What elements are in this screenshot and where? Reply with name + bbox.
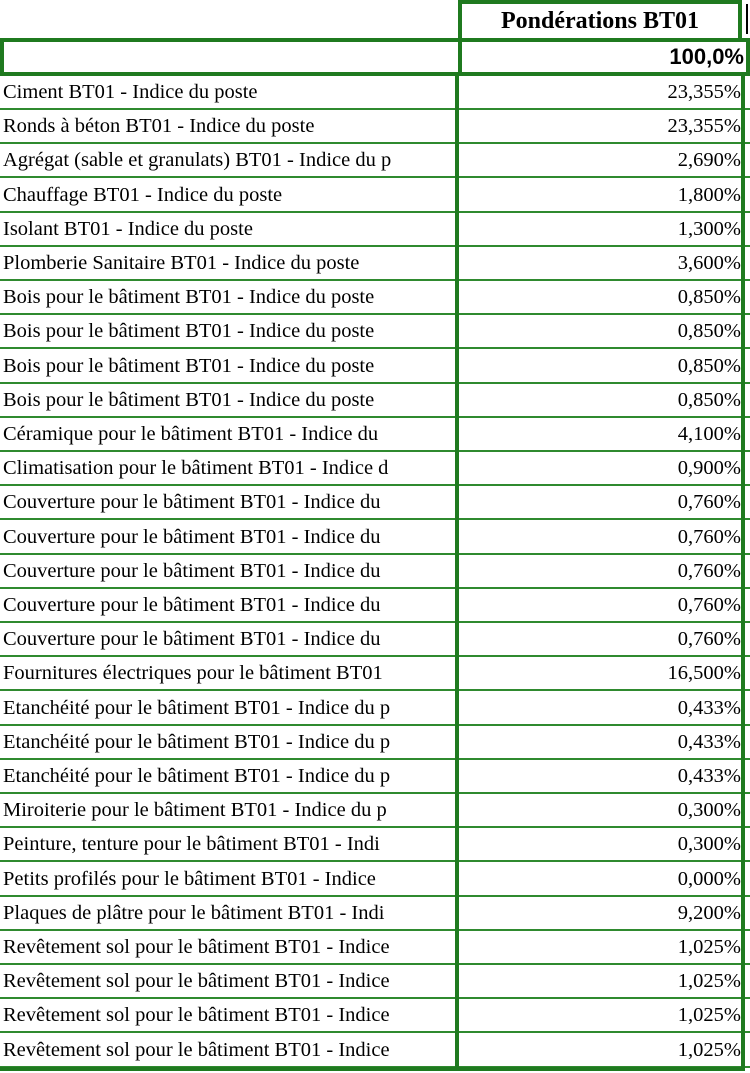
- table-row[interactable]: [0, 452, 750, 486]
- table-row[interactable]: [0, 76, 750, 110]
- row-label-cell[interactable]: Etanchéité pour le bâtiment BT01 - Indice du p: [0, 726, 458, 760]
- row-label-cell[interactable]: Miroiterie pour le bâtiment BT01 - Indice du p: [0, 794, 458, 828]
- row-label-cell[interactable]: Ciment BT01 - Indice du poste: [0, 76, 458, 110]
- table-row[interactable]: [0, 281, 750, 315]
- row-label-cell[interactable]: Agrégat (sable et granulats) BT01 - Indice du p: [0, 144, 458, 178]
- row-weight-cell[interactable]: 1,025%: [458, 931, 742, 965]
- table-row[interactable]: [0, 760, 750, 794]
- next-column-header-edge: [746, 4, 748, 34]
- table-row[interactable]: [0, 350, 750, 384]
- row-weight-cell[interactable]: 1,800%: [458, 179, 742, 213]
- row-weight-cell[interactable]: 1,025%: [458, 965, 742, 999]
- row-weight-cell[interactable]: 9,200%: [458, 897, 742, 931]
- row-label-cell[interactable]: Chauffage BT01 - Indice du poste: [0, 179, 458, 213]
- table-bottom-border: [0, 1067, 745, 1071]
- row-label-cell[interactable]: Couverture pour le bâtiment BT01 - Indice du: [0, 521, 458, 555]
- row-label-cell[interactable]: Revêtement sol pour le bâtiment BT01 - Indice: [0, 931, 458, 965]
- table-row[interactable]: [0, 1034, 750, 1068]
- row-label-cell[interactable]: Bois pour le bâtiment BT01 - Indice du poste: [0, 350, 458, 384]
- table-row[interactable]: [0, 213, 750, 247]
- table-row[interactable]: [0, 692, 750, 726]
- row-label-cell[interactable]: Revêtement sol pour le bâtiment BT01 - Indice: [0, 965, 458, 999]
- row-weight-cell[interactable]: 16,500%: [458, 657, 742, 691]
- row-label-cell[interactable]: Couverture pour le bâtiment BT01 - Indice du: [0, 589, 458, 623]
- row-label-cell[interactable]: Isolant BT01 - Indice du poste: [0, 213, 458, 247]
- row-weight-cell[interactable]: 0,850%: [458, 315, 742, 349]
- table-row[interactable]: [0, 828, 750, 862]
- row-weight-cell[interactable]: 0,850%: [458, 384, 742, 418]
- row-weight-cell[interactable]: 0,300%: [458, 794, 742, 828]
- table-row[interactable]: [0, 315, 750, 349]
- row-label-cell[interactable]: Petits profilés pour le bâtiment BT01 - Indice: [0, 863, 458, 897]
- row-label-cell[interactable]: Bois pour le bâtiment BT01 - Indice du poste: [0, 384, 458, 418]
- column-header-ponderations[interactable]: Pondérations BT01: [458, 0, 742, 38]
- row-label-cell[interactable]: Bois pour le bâtiment BT01 - Indice du poste: [0, 315, 458, 349]
- table-row[interactable]: [0, 418, 750, 452]
- row-weight-cell[interactable]: 1,025%: [458, 1034, 742, 1068]
- row-weight-cell[interactable]: 23,355%: [458, 76, 742, 110]
- row-weight-cell[interactable]: 0,760%: [458, 623, 742, 657]
- row-weight-cell[interactable]: 3,600%: [458, 247, 742, 281]
- row-label-cell[interactable]: Ronds à béton BT01 - Indice du poste: [0, 110, 458, 144]
- row-label-cell[interactable]: Bois pour le bâtiment BT01 - Indice du poste: [0, 281, 458, 315]
- row-weight-cell[interactable]: 0,433%: [458, 692, 742, 726]
- row-weight-cell[interactable]: 1,300%: [458, 213, 742, 247]
- row-weight-cell[interactable]: 0,760%: [458, 521, 742, 555]
- table-row[interactable]: [0, 623, 750, 657]
- row-label-cell[interactable]: Etanchéité pour le bâtiment BT01 - Indice du p: [0, 760, 458, 794]
- row-weight-cell[interactable]: 0,850%: [458, 350, 742, 384]
- row-weight-cell[interactable]: 1,025%: [458, 999, 742, 1033]
- row-weight-cell[interactable]: 0,760%: [458, 555, 742, 589]
- total-row[interactable]: [0, 38, 750, 76]
- row-weight-cell[interactable]: 0,900%: [458, 452, 742, 486]
- row-label-cell[interactable]: Céramique pour le bâtiment BT01 - Indice du: [0, 418, 458, 452]
- row-weight-cell[interactable]: 23,355%: [458, 110, 742, 144]
- row-label-cell[interactable]: Revêtement sol pour le bâtiment BT01 - Indice: [0, 999, 458, 1033]
- table-row[interactable]: [0, 179, 750, 213]
- table-row[interactable]: [0, 589, 750, 623]
- table-row[interactable]: [0, 726, 750, 760]
- row-weight-cell[interactable]: 0,300%: [458, 828, 742, 862]
- table-row[interactable]: [0, 555, 750, 589]
- table-row[interactable]: [0, 794, 750, 828]
- row-label-cell[interactable]: Peinture, tenture pour le bâtiment BT01 - Indi: [0, 828, 458, 862]
- table-row[interactable]: [0, 999, 750, 1033]
- table-row[interactable]: [0, 486, 750, 520]
- column-left-border: [455, 76, 459, 1070]
- row-label-cell[interactable]: Fournitures électriques pour le bâtiment BT01: [0, 657, 458, 691]
- table-row[interactable]: [0, 657, 750, 691]
- row-label-cell[interactable]: Plaques de plâtre pour le bâtiment BT01 - Indi: [0, 897, 458, 931]
- table-row[interactable]: [0, 144, 750, 178]
- column-right-border: [741, 76, 745, 1070]
- row-label-cell[interactable]: Etanchéité pour le bâtiment BT01 - Indice du p: [0, 692, 458, 726]
- table-row[interactable]: [0, 965, 750, 999]
- row-label-cell[interactable]: Climatisation pour le bâtiment BT01 - Indice d: [0, 452, 458, 486]
- table-row[interactable]: [0, 897, 750, 931]
- row-weight-cell[interactable]: 2,690%: [458, 144, 742, 178]
- table-row[interactable]: [0, 863, 750, 897]
- table-row[interactable]: [0, 110, 750, 144]
- row-weight-cell[interactable]: 4,100%: [458, 418, 742, 452]
- row-label-cell[interactable]: Couverture pour le bâtiment BT01 - Indice du: [0, 555, 458, 589]
- row-weight-cell[interactable]: 0,000%: [458, 863, 742, 897]
- table-row[interactable]: [0, 247, 750, 281]
- table-row[interactable]: [0, 931, 750, 965]
- row-weight-cell[interactable]: 0,760%: [458, 589, 742, 623]
- row-label-cell[interactable]: Plomberie Sanitaire BT01 - Indice du poste: [0, 247, 458, 281]
- row-weight-cell[interactable]: 0,433%: [458, 760, 742, 794]
- row-weight-cell[interactable]: 0,760%: [458, 486, 742, 520]
- table-row[interactable]: [0, 384, 750, 418]
- row-label-cell[interactable]: Revêtement sol pour le bâtiment BT01 - Indice: [0, 1034, 458, 1068]
- total-value[interactable]: 100,0%: [458, 42, 746, 72]
- row-label-cell[interactable]: Couverture pour le bâtiment BT01 - Indice du: [0, 623, 458, 657]
- row-weight-cell[interactable]: 0,433%: [458, 726, 742, 760]
- table-row[interactable]: [0, 521, 750, 555]
- row-label-cell[interactable]: Couverture pour le bâtiment BT01 - Indice du: [0, 486, 458, 520]
- row-weight-cell[interactable]: 0,850%: [458, 281, 742, 315]
